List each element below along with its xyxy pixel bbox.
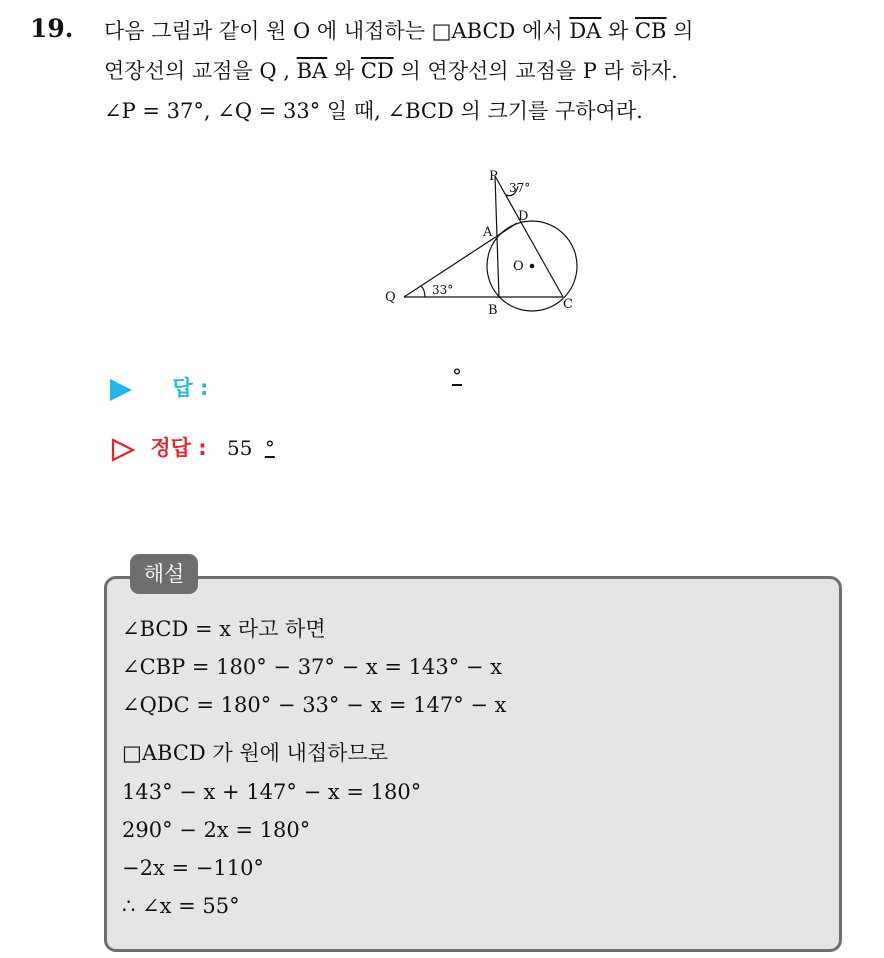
correct-value: 55	[227, 436, 253, 460]
question-text: ∠P = 37°, ∠Q = 33° 일 때, ∠BCD 의 크기를 구하여라.	[104, 99, 643, 123]
correct-unit: °	[264, 436, 275, 460]
solution-line: ∠CBP = 180° − 37° − x = 143° − x	[122, 655, 503, 679]
question-number: 19.	[30, 14, 74, 43]
question-text: 연장선의 교점을 Q ,	[104, 59, 297, 83]
question-text: 와	[601, 19, 635, 43]
solution-line: ∠QDC = 180° − 33° − x = 147° − x	[122, 693, 507, 717]
solution-line: ∠BCD = x 라고 하면	[122, 617, 326, 641]
question-line-2	[104, 56, 678, 86]
segment-ba: $\overline{BA}$	[296, 59, 328, 83]
geometry-figure	[380, 162, 600, 322]
question-text: 와	[327, 59, 361, 83]
answer-row	[110, 372, 208, 402]
angle-q-arc	[421, 286, 425, 297]
solution-line: ∴ ∠x = 55°	[122, 894, 240, 918]
point-label-p: P	[489, 169, 498, 184]
answer-label: 답 :	[172, 376, 209, 400]
segment-cb: $\overline{CB}$	[634, 19, 667, 43]
answer-input[interactable]	[452, 364, 462, 388]
segment-cd: $\overline{CD}$	[360, 59, 394, 83]
angle-label-q: 33°	[432, 283, 454, 297]
play-filled-icon	[110, 379, 132, 401]
point-label-c: C	[563, 297, 573, 312]
point-label-d: D	[518, 209, 529, 224]
solution-line: 143° − x + 147° − x = 180°	[122, 780, 422, 804]
question-text: 의	[666, 19, 694, 43]
line-qd	[404, 223, 517, 297]
solution-line: −2x = −110°	[122, 856, 264, 880]
question-text: 의 연장선의 교점을 P 라 하자.	[393, 59, 678, 83]
correct-answer-row	[110, 432, 275, 463]
segment-da: $\overline{DA}$	[569, 19, 602, 43]
point-label-a: A	[483, 225, 493, 240]
question-line-1	[104, 16, 693, 46]
point-label-b: B	[488, 303, 498, 318]
solution-line: □ABCD 가 원에 내접하므로	[122, 741, 389, 765]
center-dot	[530, 264, 535, 269]
angle-label-p: 37°	[509, 181, 531, 195]
question-text: 다음 그림과 같이 원 O 에 내접하는 □ABCD 에서	[104, 19, 570, 43]
question-line-3	[104, 96, 643, 126]
play-outline-icon	[110, 437, 136, 463]
solution-tab: 해설	[130, 554, 198, 594]
answer-unit: °	[452, 364, 462, 388]
solution-line: 290° − 2x = 180°	[122, 818, 311, 842]
correct-label: 정답 :	[150, 436, 207, 460]
point-label-q: Q	[385, 290, 396, 305]
point-label-o: O	[513, 259, 524, 274]
